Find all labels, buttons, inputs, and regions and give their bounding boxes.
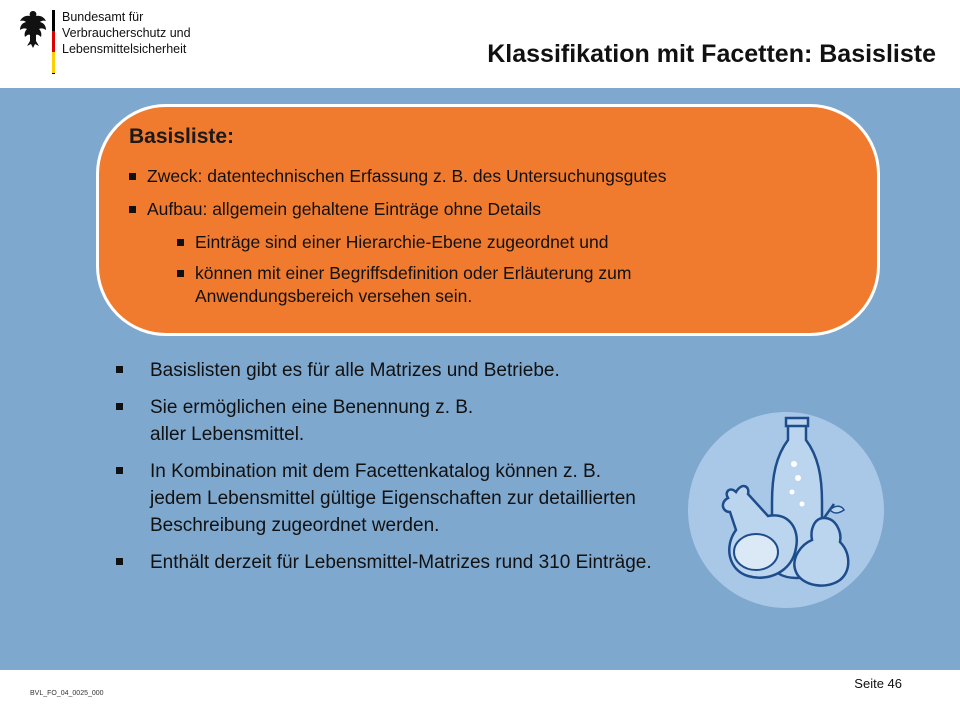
org-name (62, 9, 191, 57)
square-bullet-icon (116, 558, 123, 565)
box-item-text: Zweck: datentechnischen Erfassung z. B. des Untersuchungsgutes (147, 166, 667, 186)
box-list (129, 165, 869, 316)
square-bullet-icon (177, 239, 184, 246)
basisliste-box (96, 104, 880, 336)
list-item (116, 357, 580, 384)
box-item (129, 165, 869, 188)
page-number: Seite 46 (854, 676, 902, 691)
list-item-text: In Kombination mit dem Facettenkatalog können z. B. jedem Lebensmittel gültige Eigenschaften zur detaillierten Beschreibung zugeordnet werden. (150, 461, 636, 536)
list-item (116, 458, 650, 539)
box-subitem (177, 231, 869, 254)
square-bullet-icon (177, 270, 184, 277)
flag-bar (52, 10, 55, 74)
square-bullet-icon (116, 366, 123, 373)
list-item (116, 549, 660, 576)
square-bullet-icon (116, 467, 123, 474)
box-heading: Basisliste: (129, 125, 235, 148)
org-line: Lebensmittelsicherheit (62, 42, 187, 56)
header (0, 0, 960, 88)
square-bullet-icon (129, 206, 136, 213)
box-subitem-text: können mit einer Begriffsdefinition oder Erläuterung zum Anwendungsbereich versehen sein. (195, 263, 632, 306)
square-bullet-icon (129, 173, 136, 180)
federal-eagle-icon (18, 8, 48, 50)
list-item-text: Basislisten gibt es für alle Matrizes und Betriebe. (150, 360, 560, 381)
food-illustration-icon (684, 412, 888, 608)
list-item (116, 394, 510, 448)
list-item-text: Sie ermöglichen eine Benennung z. B. aller Lebensmittel. (150, 397, 474, 445)
box-item-text: Aufbau: allgemein gehaltene Einträge ohne Details (147, 199, 542, 219)
document-code: BVL_FO_04_0025_000 (30, 690, 104, 697)
slide-title: Klassifikation mit Facetten: Basisliste (487, 40, 936, 68)
org-line: Verbraucherschutz und (62, 26, 191, 40)
org-line: Bundesamt für (62, 10, 144, 24)
main-bullet-list (116, 357, 652, 586)
box-item (129, 198, 869, 221)
box-subitem-text: Einträge sind einer Hierarchie-Ebene zugeordnet und (195, 232, 609, 252)
square-bullet-icon (116, 403, 123, 410)
box-subitem (177, 262, 785, 308)
list-item-text: Enthält derzeit für Lebensmittel-Matrizes rund 310 Einträge. (150, 552, 652, 573)
